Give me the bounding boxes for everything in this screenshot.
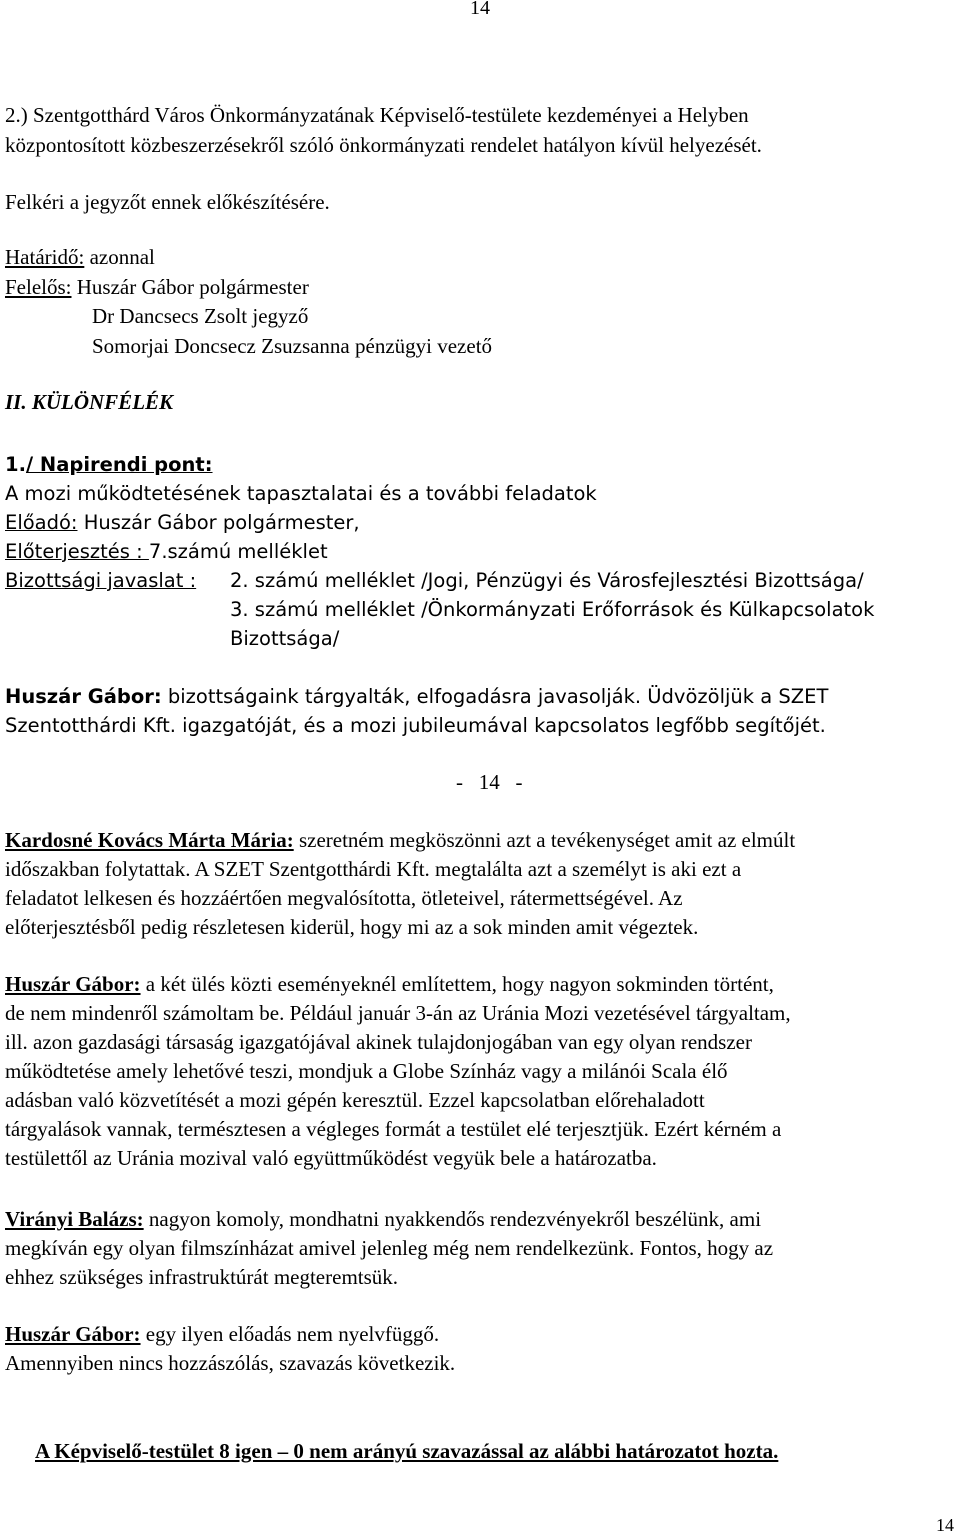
proposal-value: 7.számú melléklet — [148, 540, 328, 563]
committee-item: 2. számú melléklet /Jogi, Pénzügyi és Városfejlesztési Bizottsága/ — [230, 569, 864, 592]
speaker-name: Virányi Balázs: — [5, 1207, 144, 1231]
deadline-value: azonnal — [84, 245, 155, 269]
speech-block — [5, 826, 955, 942]
speech-line: előterjesztésből pedig részletesen kiderül, hogy mi az a sok minden amit végeztek. — [5, 915, 699, 939]
speech-line: feladatot lelkesen és hozzáértően megvalósította, ötleteivel, rátermettségével. Az — [5, 886, 683, 910]
presenter-row — [5, 508, 360, 537]
paragraph-line: Felkéri a jegyzőt ennek előkészítésére. — [5, 190, 330, 214]
speaker-name: Huszár Gábor: — [5, 972, 141, 996]
speaker-name: Huszár Gábor: — [5, 685, 162, 708]
speech-block — [5, 1320, 955, 1378]
agenda-heading — [5, 450, 213, 479]
speech-line: testülettől az Uránia mozival való együttműködést vegyük bele a határozatba. — [5, 1146, 657, 1170]
speech-line: működtetése amely lehetővé teszi, mondjuk a Globe Színház vagy a milánói Scala élő — [5, 1059, 728, 1083]
speaker-name: Kardosné Kovács Márta Mária: — [5, 828, 294, 852]
committee-label: Bizottsági javaslat : — [5, 569, 197, 592]
presenter-value: Huszár Gábor polgármester, — [77, 511, 360, 534]
agenda-number: 1. — [5, 453, 26, 476]
speech-line: ill. azon gazdasági társaság igazgatójával akinek tulajdonjogában van egy olyan rendszer — [5, 1030, 752, 1054]
speech-text: egy ilyen előadás nem nyelvfüggő. — [140, 1322, 440, 1346]
page-number-top: 14 — [470, 0, 490, 19]
speech-text: nagyon komoly, mondhatni nyakkendős rendezvényekről beszélünk, ami — [143, 1207, 762, 1231]
speech-line: Szentotthárdi Kft. igazgatóját, és a mozi jubileumával kapcsolatos legfőbb segítőjét. — [5, 714, 826, 737]
page-marker: - 14 - — [456, 770, 523, 794]
paragraph-line: 2.) Szentgotthárd Város Önkormányzatának Képviselő-testülete kezdeményei a Helyben — [5, 103, 749, 127]
speech-text: szeretném megköszönni azt a tevékenységet amit az elmúlt — [293, 828, 796, 852]
responsible-label: Felelős: — [5, 275, 72, 299]
speech-line — [5, 682, 828, 711]
proposal-row — [5, 537, 328, 566]
responsible-value: Dr Dancsecs Zsolt jegyző — [92, 304, 309, 328]
speech-line: de nem mindenről számoltam be. Például január 3-án az Uránia Mozi vezetésével tárgyaltam, — [5, 1001, 791, 1025]
speech-line: időszakban folytattak. A SZET Szentgotthárdi Kft. megtalálta azt a személyt is aki ezt a — [5, 857, 742, 881]
responsible-value: Somorjai Doncsecz Zsuzsanna pénzügyi vezető — [92, 334, 493, 358]
responsible-value: Huszár Gábor polgármester — [71, 275, 309, 299]
speech-line: tárgyalások vannak, természtesen a végleges formát a testület elé terjesztjük. Ezért kérném a — [5, 1117, 782, 1141]
deadline-row — [5, 243, 155, 272]
proposal-label: Előterjesztés : — [5, 540, 149, 563]
paragraph-line: központosított közbeszerzésekről szóló önkormányzati rendelet hatályon kívül helyezését. — [5, 133, 762, 157]
speech-text: a két ülés közti eseményeknél említettem, hogy nagyon sokminden történt, — [140, 972, 774, 996]
speech-line: Amennyiben nincs hozzászólás, szavazás következik. — [5, 1351, 456, 1375]
speech-block — [5, 970, 955, 1173]
speech-text: bizottságaink tárgyalták, elfogadásra javasolják. Üdvözöljük a SZET — [161, 685, 829, 708]
speaker-name: Huszár Gábor: — [5, 1322, 141, 1346]
deadline-label: Határidő: — [5, 245, 85, 269]
resolution-statement: A Képviselő-testület 8 igen – 0 nem arányú szavazással az alábbi határozatot hozta. — [35, 1439, 779, 1463]
committee-item: Bizottsága/ — [230, 627, 340, 650]
agenda-title: A mozi működtetésének tapasztalatai és a további feladatok — [5, 482, 597, 505]
speech-line: ehhez szükséges infrastruktúrát megteremtsük. — [5, 1265, 399, 1289]
responsible-row — [5, 273, 309, 302]
agenda-label: / Napirendi pont: — [25, 453, 213, 476]
presenter-label: Előadó: — [5, 511, 78, 534]
section-heading: II. KÜLÖNFÉLÉK — [5, 390, 174, 414]
speech-block — [5, 1205, 955, 1292]
committee-item: 3. számú melléklet /Önkormányzati Erőforrások és Külkapcsolatok — [230, 598, 875, 621]
page-number-bottom: 14 — [936, 1515, 954, 1535]
speech-line: adásban való közvetítését a mozi gépén keresztül. Ezzel kapcsolatban előrehaladott — [5, 1088, 705, 1112]
speech-line: megkíván egy olyan filmszínházat amivel jelenleg még nem rendelkezünk. Fontos, hogy az — [5, 1236, 774, 1260]
